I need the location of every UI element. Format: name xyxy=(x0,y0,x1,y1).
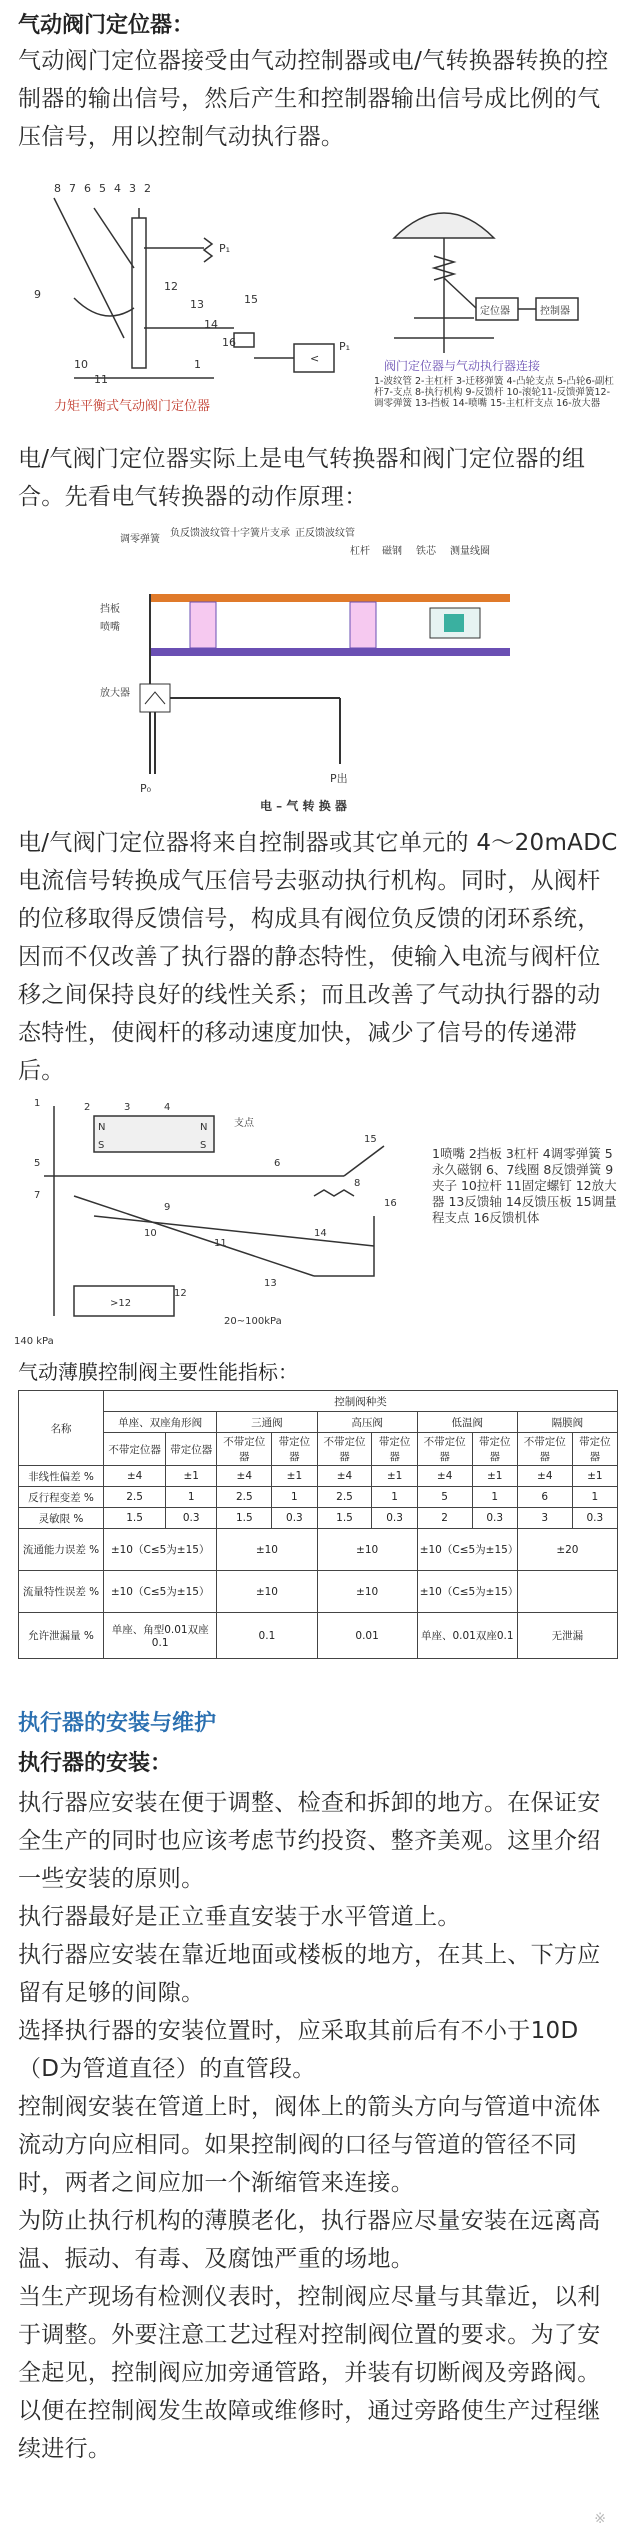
fig3-label: 3 xyxy=(124,1102,131,1113)
fig1-label: 4 xyxy=(114,182,121,195)
fig1-label: 3 xyxy=(129,182,136,195)
fig3-label: N xyxy=(98,1122,106,1133)
sub-header: 不带定位器 xyxy=(317,1433,372,1466)
fig2-label: 负反馈波纹管 xyxy=(170,528,230,539)
fig2-label: 十字簧片支承 xyxy=(230,528,290,539)
fig1-label: 2 xyxy=(144,182,151,195)
install-paragraph: 为防止执行机构的薄膜老化，执行器应尽量安装在远离高温、振动、有毒、及腐蚀严重的场地。 xyxy=(18,2208,601,2272)
fig1-label: 1 xyxy=(194,358,201,371)
fig1-label: 14 xyxy=(204,318,218,331)
fig2-p0: P₀ xyxy=(140,782,152,795)
paragraph-positioner: 气动阀门定位器接受由气动控制器或电/气转换器转换的控制器的输出信号，然后产生和控制器输出信号成比例的气压信号，用以控制气动执行器。 xyxy=(18,48,609,150)
valve-type: 单座、双座角形阀 xyxy=(104,1412,217,1433)
fig2-label: 磁钢 xyxy=(382,546,402,557)
fig3-label: 7 xyxy=(34,1190,41,1201)
fig3-label: 9 xyxy=(164,1202,171,1213)
fig3-label: S xyxy=(98,1140,105,1151)
table-row: 流量特性误差 % ±10（C≤5为±15） ±10 ±10 ±10（C≤5为±15） xyxy=(19,1571,618,1613)
fig3-label: 5 xyxy=(34,1158,41,1169)
fig3-label: 11 xyxy=(214,1238,227,1249)
install-paragraph: 选择执行器的安装位置时，应采取其前后有不小于10D（D为管道直径）的直管段。 xyxy=(18,2018,579,2082)
table-row: 反行程变差 % 2.5 1 2.5 1 2.5 1 5 1 6 1 xyxy=(19,1487,618,1508)
watermark: ※ xyxy=(594,2511,606,2527)
install-paragraph: 执行器应安装在靠近地面或楼板的地方，在其上、下方应留有足够的间隙。 xyxy=(18,1942,601,2006)
fig3-label: 12 xyxy=(174,1288,187,1299)
bellows-neg xyxy=(190,602,216,648)
col-group: 控制阀种类 xyxy=(104,1391,618,1412)
fig1-label: 11 xyxy=(94,373,108,386)
paragraph-ep-converter: 电/气阀门定位器实际上是电气转换器和阀门定位器的组合。先看电气转换器的动作原理： xyxy=(18,446,586,510)
figure-ep-converter xyxy=(100,524,540,814)
valve-type: 高压阀 xyxy=(317,1412,417,1433)
fig3-label: 6 xyxy=(274,1158,281,1169)
valve-type: 低温阀 xyxy=(417,1412,517,1433)
paragraph-ep-positioner: 电/气阀门定位器将来自控制器或其它单元的 4～20mADC 电流信号转换成气压信号去驱动执行机构。同时，从阀杆的位移取得反馈信号，构成具有阀位负反馈的闭环系统，因而不仅改善了执行器的静态特性，使输入电流与阀杆位移之间保持良好的线性关系；而且改善了气动执行器的动态特性，使阀杆的移动速度加快，减少了信号的传递滞后。 xyxy=(18,830,618,1084)
fig2-label: 杠杆 xyxy=(350,546,370,557)
fig3-label: 140 kPa xyxy=(14,1336,54,1347)
subsection-title-install: 执行器的安装： xyxy=(18,1751,173,1776)
fig3-label: 10 xyxy=(144,1228,157,1239)
fig2-label: 测量线圈 xyxy=(450,546,490,557)
fig2-pout: P出 xyxy=(330,772,348,785)
fig1-label: 16 xyxy=(222,336,236,349)
fig2-label: 正反馈波纹管 xyxy=(295,528,355,539)
fig1-label: 8 xyxy=(54,182,61,195)
fig3-label: 4 xyxy=(164,1102,171,1113)
fig3-label: >12 xyxy=(110,1298,132,1309)
fig1-positioner-box: 定位器 xyxy=(480,306,510,317)
fig3-label: 14 xyxy=(314,1228,327,1239)
sub-header: 不带定位器 xyxy=(417,1433,472,1466)
table-row: 灵敏限 % 1.5 0.3 1.5 0.3 1.5 0.3 2 0.3 3 0.3 xyxy=(19,1508,618,1529)
lever-beam xyxy=(150,594,510,602)
figure-ep-positioner xyxy=(14,1086,622,1348)
fig1-label: < xyxy=(310,352,320,365)
install-paragraph: 执行器应安装在便于调整、检查和拆卸的地方。在保证安全生产的同时也应该考虑节约投资、整齐美观。这里介绍一些安装的原则。 xyxy=(18,1790,601,1892)
fig1-controller-box: 控制器 xyxy=(540,306,570,317)
magnet xyxy=(444,614,464,632)
ep-converter-diagram xyxy=(100,524,540,814)
amplifier-box xyxy=(140,684,170,712)
sub-header: 不带定位器 xyxy=(104,1433,166,1466)
fig1-label: 9 xyxy=(34,288,41,301)
fig2-caption: 电 – 气 转 换 器 xyxy=(260,799,347,813)
section-title-install: 执行器的安装与维护 xyxy=(18,1711,217,1736)
fig2-label: 调零弹簧 xyxy=(120,534,160,545)
valve-type: 三通阀 xyxy=(217,1412,317,1433)
sub-header: 带定位器 xyxy=(166,1433,217,1466)
fig1-left-caption: 力矩平衡式气动阀门定位器 xyxy=(54,399,211,414)
fig3-label: 支点 xyxy=(234,1118,254,1129)
fig1-label: 5 xyxy=(99,182,106,195)
sub-header: 带定位器 xyxy=(372,1433,417,1466)
fig1-label: 7 xyxy=(69,182,76,195)
fig1-label: 15 xyxy=(244,293,258,306)
fig1-label: 12 xyxy=(164,280,178,293)
fig2-label: 挡板 xyxy=(100,604,120,615)
section-title-positioner: 气动阀门定位器： xyxy=(18,13,195,38)
install-paragraph: 执行器最好是正立垂直安装于水平管道上。 xyxy=(18,1904,461,1930)
fig1-label: P₁ xyxy=(219,242,231,255)
fig3-label: 13 xyxy=(264,1278,277,1289)
fig1-label: 10 xyxy=(74,358,88,371)
fig3-legend: 1喷嘴 2挡板 3杠杆 4调零弹簧 5永久磁钢 6、7线圈 8反馈弹簧 9夹子 10拉杆 11固定螺钉 12放大器 13反馈轴 14反馈压板 15调量程支点 16反馈机体 xyxy=(432,1146,617,1225)
bellows-pos xyxy=(350,602,376,648)
ep-positioner-diagram xyxy=(14,1086,434,1348)
fig1-right-caption: 阀门定位器与气动执行器连接 xyxy=(384,359,541,373)
fig3-label: 1 xyxy=(34,1098,41,1109)
fig1-label: P₁ xyxy=(339,340,351,353)
fig3-label: 8 xyxy=(354,1178,361,1189)
fig2-label: 铁芯 xyxy=(416,546,436,557)
fig1-legend: 1-波纹管 2-主杠杆 3-迁移弹簧 4-凸轮支点 5-凸轮6-副杠杆7-支点 8-执行机构 9-反馈杆 10-滚轮11-反馈弹簧12-调零弹簧 13-挡板 14-喷嘴 15-主杠杆支点 16-放大器 xyxy=(374,376,614,409)
install-paragraph: 当生产现场有检测仪表时，控制阀应尽量与其靠近，以利于调整。外要注意工艺过程对控制阀位置的要求。为了安全起见，控制阀应加旁通管路，并装有切断阀及旁路阀。以便在控制阀发生故障或维修时，通过旁路使生产过程继续进行。 xyxy=(18,2284,601,2462)
install-paragraph: 控制阀安装在管道上时，阀体上的箭头方向与管道中流体流动方向应相同。如果控制阀的口径与管道的管径不同时，两者之间应加一个渐缩管来连接。 xyxy=(18,2094,601,2196)
fig2-label: 放大器 xyxy=(100,688,130,699)
fig2-label: 喷嘴 xyxy=(100,622,120,633)
section-title-performance: 气动薄膜控制阀主要性能指标： xyxy=(18,1360,298,1384)
sub-header: 带定位器 xyxy=(472,1433,517,1466)
fig3-label: 16 xyxy=(384,1198,397,1209)
fig3-label: 2 xyxy=(84,1102,91,1113)
performance-table-wrapper xyxy=(18,1390,618,1659)
table-row: 非线性偏差 % ±4 ±1 ±4 ±1 ±4 ±1 ±4 ±1 ±4 ±1 xyxy=(19,1466,618,1487)
sub-header: 不带定位器 xyxy=(217,1433,272,1466)
fig3-label: 20~100kPa xyxy=(224,1316,282,1327)
sub-header: 不带定位器 xyxy=(517,1433,572,1466)
fig3-label: N xyxy=(200,1122,208,1133)
performance-table xyxy=(18,1390,618,1659)
fig1-label: 6 xyxy=(84,182,91,195)
table-row: 流通能力误差 % ±10（C≤5为±15） ±10 ±10 ±10（C≤5为±15） ±20 xyxy=(19,1529,618,1571)
valve-type: 隔膜阀 xyxy=(517,1412,617,1433)
fig1-label: 13 xyxy=(190,298,204,311)
base-plate xyxy=(150,648,510,656)
sub-header: 带定位器 xyxy=(572,1433,617,1466)
fig3-label: S xyxy=(200,1140,207,1151)
install-paragraphs xyxy=(18,1784,618,2468)
col-name: 名称 xyxy=(19,1391,104,1466)
table-row: 允许泄漏量 % 单座、角型0.01双座0.1 0.1 0.01 单座、0.01双座0.1 无泄漏 xyxy=(19,1613,618,1659)
sub-header: 带定位器 xyxy=(272,1433,317,1466)
figure-force-balance-positioner xyxy=(14,178,622,418)
fig3-label: 15 xyxy=(364,1134,377,1145)
